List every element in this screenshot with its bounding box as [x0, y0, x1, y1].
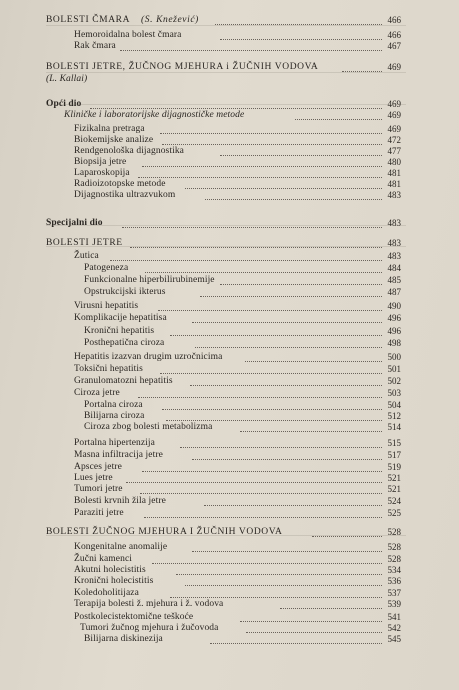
toc-entry-title: Opstrukcijski ikterus — [84, 287, 166, 297]
toc-page-number: 541 — [387, 612, 401, 622]
toc-entry[interactable] — [0, 190, 459, 201]
divider — [46, 246, 406, 247]
toc-entry-title: Lues jetre — [74, 473, 113, 483]
leader-dots — [190, 384, 382, 386]
leader-dots — [110, 259, 382, 261]
toc-page-number: 525 — [387, 508, 401, 518]
toc-page-number: 477 — [387, 146, 401, 156]
toc-entry[interactable] — [0, 508, 459, 519]
toc-entry[interactable] — [0, 588, 459, 599]
toc-entry[interactable] — [0, 74, 459, 85]
toc-page-number: 528 — [387, 527, 401, 537]
leader-dots — [220, 38, 382, 40]
toc-entry-title: BOLESTI ČMARA — [46, 15, 131, 25]
leader-dots — [90, 107, 382, 109]
toc-page-number: 496 — [387, 313, 401, 323]
toc-entry-title: Funkcionalne hiperbilirubinemije — [84, 275, 215, 285]
toc-page-number: 480 — [387, 157, 401, 167]
toc-page-number: 483 — [387, 190, 401, 200]
leader-dots — [220, 283, 382, 285]
toc-entry-title: Kliničke i laboratorijske dijagnostičke metode — [64, 110, 245, 120]
toc-page-number: 514 — [387, 422, 401, 432]
toc-page-number: 466 — [387, 30, 401, 40]
toc-page-number: 469 — [387, 99, 401, 109]
toc-page-number: 483 — [387, 218, 401, 228]
leader-dots — [295, 118, 382, 120]
toc-entry[interactable] — [0, 135, 459, 146]
toc-entry[interactable] — [0, 623, 459, 634]
toc-entry-title: Bilijarna ciroza — [84, 411, 145, 421]
toc-page-number: 483 — [387, 238, 401, 248]
toc-page-number: 469 — [387, 110, 401, 120]
leader-dots — [160, 132, 382, 134]
toc-entry[interactable] — [0, 554, 459, 565]
toc-entry[interactable] — [0, 110, 459, 121]
toc-entry-title: Paraziti jetre — [74, 508, 124, 518]
toc-entry-title: Toksični hepatitis — [74, 364, 143, 374]
leader-dots — [152, 562, 382, 564]
toc-page-number: 501 — [387, 364, 401, 374]
toc-entry-title: Biopsija jetre — [74, 157, 127, 167]
toc-entry-title: Bolesti krvnih žila jetre — [74, 496, 166, 506]
toc-entry[interactable] — [0, 422, 459, 433]
toc-entry-title: Virusni hepatitis — [74, 301, 139, 311]
leader-dots — [180, 446, 382, 448]
toc-entry-title: Tumori jetre — [74, 484, 123, 494]
leader-dots — [142, 470, 382, 472]
leader-dots — [126, 481, 382, 483]
toc-entry[interactable] — [0, 352, 459, 363]
toc-entry-title: Rendgenološka dijagnostika — [74, 146, 184, 156]
toc-entry[interactable] — [0, 473, 459, 484]
toc-entry-title: Portalna ciroza — [84, 400, 143, 410]
leader-dots — [245, 360, 382, 362]
toc-entry-title: Terapija bolesti ž. mjehura i ž. vodova — [74, 599, 224, 609]
leader-dots — [142, 165, 382, 167]
toc-entry-title: Rak čmara — [74, 41, 116, 51]
toc-page-number: 537 — [387, 588, 401, 598]
leader-dots — [162, 408, 382, 410]
toc-page-number: 528 — [387, 554, 401, 564]
toc-entry[interactable] — [0, 146, 459, 157]
toc-entry-title: (L. Kallai) — [46, 74, 88, 84]
toc-entry-title: Hemoroidalna bolest čmara — [74, 30, 182, 40]
toc-entry[interactable] — [0, 263, 459, 274]
toc-entry-title: Specijalni dio — [46, 218, 103, 228]
leader-dots — [158, 309, 382, 311]
toc-entry[interactable] — [0, 612, 459, 623]
toc-entry[interactable] — [0, 411, 459, 422]
toc-entry-title: Fizikalna pretraga — [74, 124, 145, 134]
toc-page-number: 490 — [387, 301, 401, 311]
toc-entry[interactable] — [0, 41, 459, 52]
toc-entry-title: Granulomatozni hepatitis — [74, 376, 173, 386]
leader-dots — [210, 642, 382, 644]
toc-entry[interactable] — [0, 251, 459, 262]
toc-entry-title: Laparoskopija — [74, 168, 130, 178]
leader-dots — [246, 631, 382, 633]
leader-dots — [145, 271, 382, 273]
divider — [46, 104, 406, 105]
leader-dots — [170, 334, 382, 336]
toc-page-number: 545 — [387, 634, 401, 644]
leader-dots — [192, 458, 382, 460]
toc-entry-title: Ciroza jetre — [74, 388, 120, 398]
toc-entry[interactable] — [0, 124, 459, 135]
toc-entry[interactable] — [0, 576, 459, 587]
toc-page-number: 498 — [387, 338, 401, 348]
leader-dots — [200, 295, 382, 297]
toc-page-number: 502 — [387, 376, 401, 386]
leader-dots — [240, 620, 382, 622]
toc-page-number: 484 — [387, 263, 401, 273]
toc-entry[interactable] — [0, 496, 459, 507]
toc-entry[interactable] — [0, 301, 459, 312]
toc-page-number: 500 — [387, 352, 401, 362]
leader-dots — [205, 198, 382, 200]
toc-entry[interactable] — [0, 484, 459, 495]
leader-dots — [195, 346, 382, 348]
toc-page-number: 466 — [387, 15, 401, 25]
toc-entry-title: Komplikacije hepatitisa — [74, 313, 167, 323]
toc-entry-title: Hepatitis izazvan drugim uzročnicima — [74, 352, 223, 362]
toc-entry-title: Postkolecistektomične teškoće — [74, 612, 194, 622]
toc-entry[interactable] — [0, 450, 459, 461]
toc-page-number: 542 — [387, 623, 401, 633]
toc-page-number: 496 — [387, 326, 401, 336]
toc-page-number: 481 — [387, 168, 401, 178]
leader-dots — [240, 430, 382, 432]
leader-dots — [192, 321, 382, 323]
toc-page-number: 528 — [387, 542, 401, 552]
toc-entry[interactable] — [0, 565, 459, 576]
toc-entry[interactable] — [0, 400, 459, 411]
toc-page-number: 469 — [387, 124, 401, 134]
toc-entry-title: BOLESTI JETRE, ŽUČNOG MJEHURA i ŽUČNIH VODOVA — [46, 62, 319, 72]
toc-entry-title: Opći dio — [46, 99, 82, 109]
toc-entry-title: Portalna hipertenzija — [74, 438, 155, 448]
toc-entry-title: Kronični hepatitis — [84, 326, 155, 336]
toc-entry-title: Biokemijske analize — [74, 135, 154, 145]
toc-entry[interactable] — [0, 30, 459, 41]
toc-entry[interactable] — [0, 599, 459, 610]
leader-dots — [122, 226, 382, 228]
toc-entry[interactable] — [0, 157, 459, 168]
toc-entry[interactable] — [0, 326, 459, 337]
leader-dots — [120, 49, 382, 51]
toc-entry[interactable] — [0, 376, 459, 387]
toc-entry[interactable] — [0, 313, 459, 324]
toc-page-number: 521 — [387, 473, 401, 483]
toc-entry[interactable] — [0, 275, 459, 286]
toc-entry[interactable] — [0, 238, 459, 249]
toc-entry-title: Kronični holecistitis — [74, 576, 154, 586]
toc-entry-title: Žutica — [74, 251, 99, 261]
toc-page-number: 524 — [387, 496, 401, 506]
toc-entry-title: Masna infiltracija jetre — [74, 450, 163, 460]
toc-entry[interactable] — [0, 527, 459, 538]
toc-entry[interactable] — [0, 542, 459, 553]
toc-page-number: 539 — [387, 599, 401, 609]
toc-page-number: 483 — [387, 251, 401, 261]
toc-page-number: 481 — [387, 179, 401, 189]
toc-page-number: 472 — [387, 135, 401, 145]
toc-entry[interactable] — [0, 338, 459, 349]
toc-entry-title: Apsces jetre — [74, 462, 122, 472]
toc-page-number: 536 — [387, 576, 401, 586]
toc-entry-title: Kongenitalne anomalije — [74, 542, 168, 552]
toc-entry[interactable] — [0, 218, 459, 229]
leader-dots — [192, 550, 382, 552]
toc-entry-title: BOLESTI JETRE — [46, 238, 123, 248]
toc-page-number: 521 — [387, 484, 401, 494]
divider — [46, 72, 406, 73]
leader-dots — [185, 584, 382, 586]
toc-entry[interactable] — [0, 179, 459, 190]
leader-dots — [166, 419, 382, 421]
leader-dots — [162, 143, 382, 145]
toc-page-number: 503 — [387, 388, 401, 398]
toc-page-number: 517 — [387, 450, 401, 460]
leader-dots — [138, 396, 382, 398]
toc-entry-title: BOLESTI ŽUČNOG MJEHURA I ŽUČNIH VODOVA — [46, 527, 283, 537]
leader-dots — [144, 516, 382, 518]
toc-entry-title: Dijagnostika ultrazvukom — [74, 190, 176, 200]
toc-page-number: 515 — [387, 438, 401, 448]
section-author: (S. Knežević) — [141, 15, 199, 25]
toc-entry-title: Ciroza zbog bolesti metabolizma — [84, 422, 213, 432]
toc-entry-title: Patogeneza — [84, 263, 129, 273]
toc-entry-title: Akutni holecistitis — [74, 565, 146, 575]
toc-entry[interactable] — [0, 438, 459, 449]
toc-page-number: 519 — [387, 462, 401, 472]
toc-entry-title: Radioizotopske metode — [74, 179, 166, 189]
leader-dots — [138, 176, 382, 178]
toc-page-number: 469 — [387, 62, 401, 72]
toc-entry-title: Bilijarna diskinezija — [84, 634, 163, 644]
toc-entry[interactable] — [0, 364, 459, 375]
leader-dots — [185, 187, 382, 189]
divider — [46, 535, 406, 536]
toc-entry-title: Posthepatična ciroza — [84, 338, 165, 348]
toc-entry[interactable] — [0, 287, 459, 298]
divider — [46, 225, 406, 226]
leader-dots — [160, 372, 382, 374]
toc-page-number: 512 — [387, 411, 401, 421]
leader-dots — [170, 596, 382, 598]
leader-dots — [204, 504, 382, 506]
divider — [46, 25, 406, 26]
leader-dots — [140, 492, 382, 494]
leader-dots — [280, 607, 382, 609]
toc-page-number: 487 — [387, 287, 401, 297]
toc-entry[interactable] — [0, 388, 459, 399]
toc-entry[interactable] — [0, 634, 459, 645]
toc-entry-title: Koledoholitijaza — [74, 588, 139, 598]
toc-page-number: 534 — [387, 565, 401, 575]
leader-dots — [220, 154, 382, 156]
toc-page-number: 467 — [387, 41, 401, 51]
toc-entry-title: Žučni kamenci — [74, 554, 133, 564]
toc-entry-title: Tumori žučnog mjehura i žučovoda — [80, 623, 219, 633]
leader-dots — [176, 573, 382, 575]
toc-entry[interactable] — [0, 462, 459, 473]
toc-entry[interactable] — [0, 168, 459, 179]
toc-page-number: 485 — [387, 275, 401, 285]
toc-page-number: 504 — [387, 400, 401, 410]
